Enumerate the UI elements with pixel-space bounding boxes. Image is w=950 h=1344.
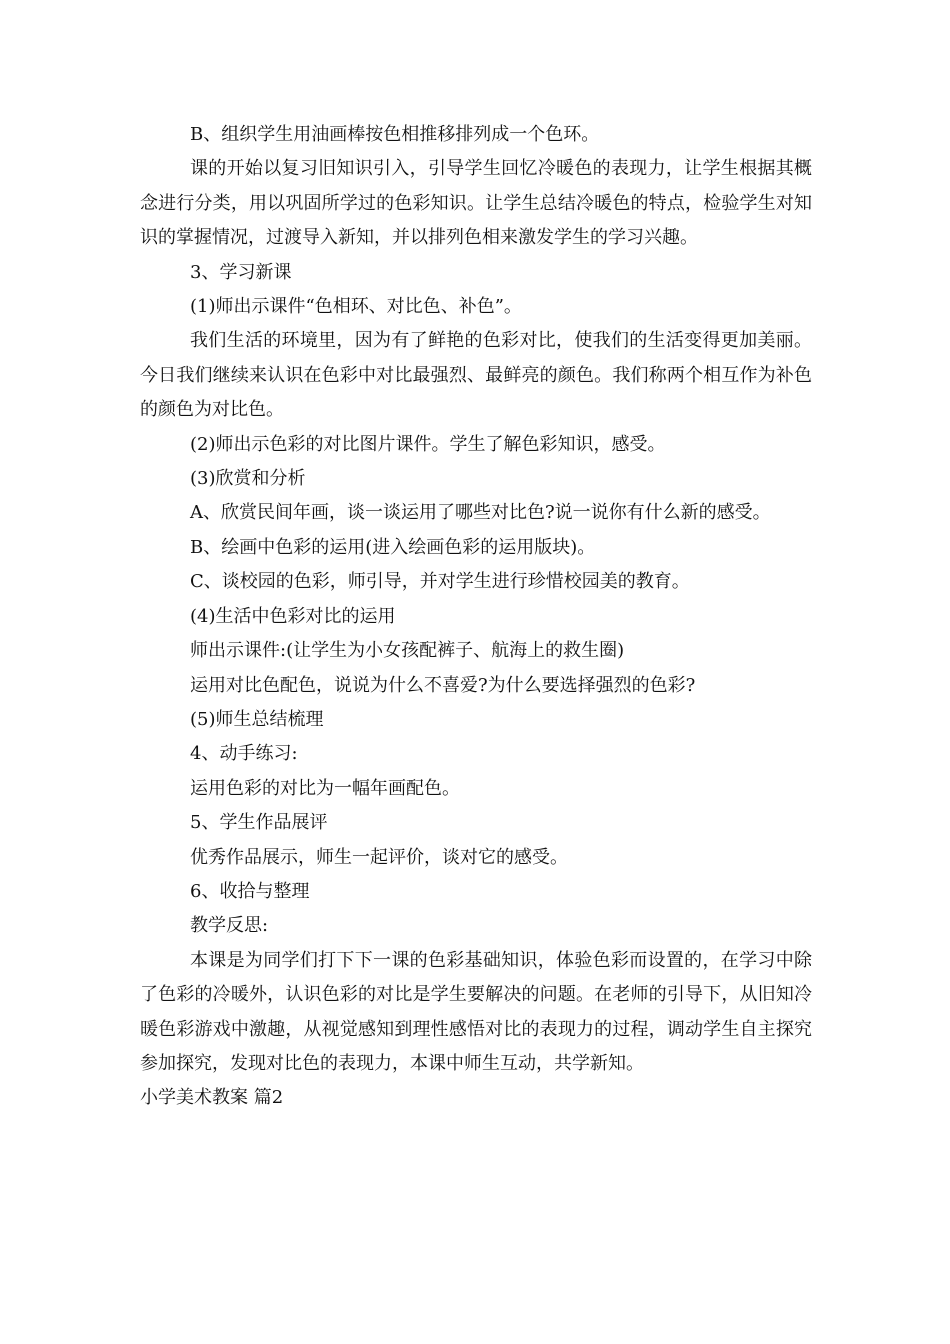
next-lesson-heading: 小学美术教案 篇2 [140, 1087, 284, 1109]
document-body [140, 118, 812, 1116]
paragraph-practice-task: 运用色彩的对比为一幅年画配色。 [190, 777, 460, 799]
section-heading-reflection: 教学反思: [190, 915, 269, 937]
section-heading-tidy-up: 6、收拾与整理 [190, 880, 310, 902]
paragraph-review-intro: 课的开始以复习旧知识引入，引导学生回忆冷暖色的表现力，让学生根据其概念进行分类，用以巩固所学过的色彩知识。让学生总结冷暖色的特点，检验学生对知识的掌握情况，过渡导入新知，并以排列色相来激发学生的学习兴趣。 [140, 158, 812, 249]
list-item-courseware: (1)师出示课件“色相环、对比色、补色”。 [190, 296, 522, 318]
list-item-life-contrast: (4)生活中色彩对比的运用 [190, 605, 396, 627]
section-heading-evaluation: 5、学生作品展评 [190, 812, 328, 834]
paragraph-reflection: 本课是为同学们打下下一课的色彩基础知识，体验色彩而设置的，在学习中除了色彩的冷暖外，认识色彩的对比是学生要解决的问题。在老师的引导下，从旧知冷暖色彩游戏中激趣，从视觉感知到理性感悟对比的表现力的过程，调动学生自主探究参加探究，发现对比色的表现力，本课中师生互动，共学新知。 [140, 949, 812, 1074]
list-item-appreciate: (3)欣赏和分析 [190, 468, 306, 490]
paragraph-environment: 我们生活的环境里，因为有了鲜艳的色彩对比，使我们的生活变得更加美丽。今日我们继续来认识在色彩中对比最强烈、最鲜亮的颜色。我们称两个相互作为补色的颜色为对比色。 [140, 330, 812, 421]
list-item-summary: (5)师生总结梳理 [190, 708, 324, 730]
paragraph-question: 运用对比色配色，说说为什么不喜爱?为什么要选择强烈的色彩? [190, 674, 696, 696]
list-item-folk-painting: A、欣赏民间年画，谈一谈运用了哪些对比色?说一说你有什么新的感受。 [190, 502, 771, 524]
list-item-campus-color: C、谈校园的色彩，师引导，并对学生进行珍惜校园美的教育。 [190, 571, 690, 593]
section-heading-practice: 4、动手练习: [190, 743, 298, 765]
paragraph-courseware-task: 师出示课件:(让学生为小女孩配裤子、航海上的救生圈) [190, 640, 625, 662]
list-item-contrast-pictures: (2)师出示色彩的对比图片课件。学生了解色彩知识，感受。 [190, 433, 666, 455]
paragraph-step-b: B、组织学生用油画棒按色相推移排列成一个色环。 [190, 124, 600, 145]
section-heading-new-lesson: 3、学习新课 [190, 261, 292, 283]
paragraph-evaluation: 优秀作品展示，师生一起评价，谈对它的感受。 [190, 846, 568, 868]
list-item-painting-color: B、绘画中色彩的运用(进入绘画色彩的运用版块)。 [190, 536, 596, 558]
